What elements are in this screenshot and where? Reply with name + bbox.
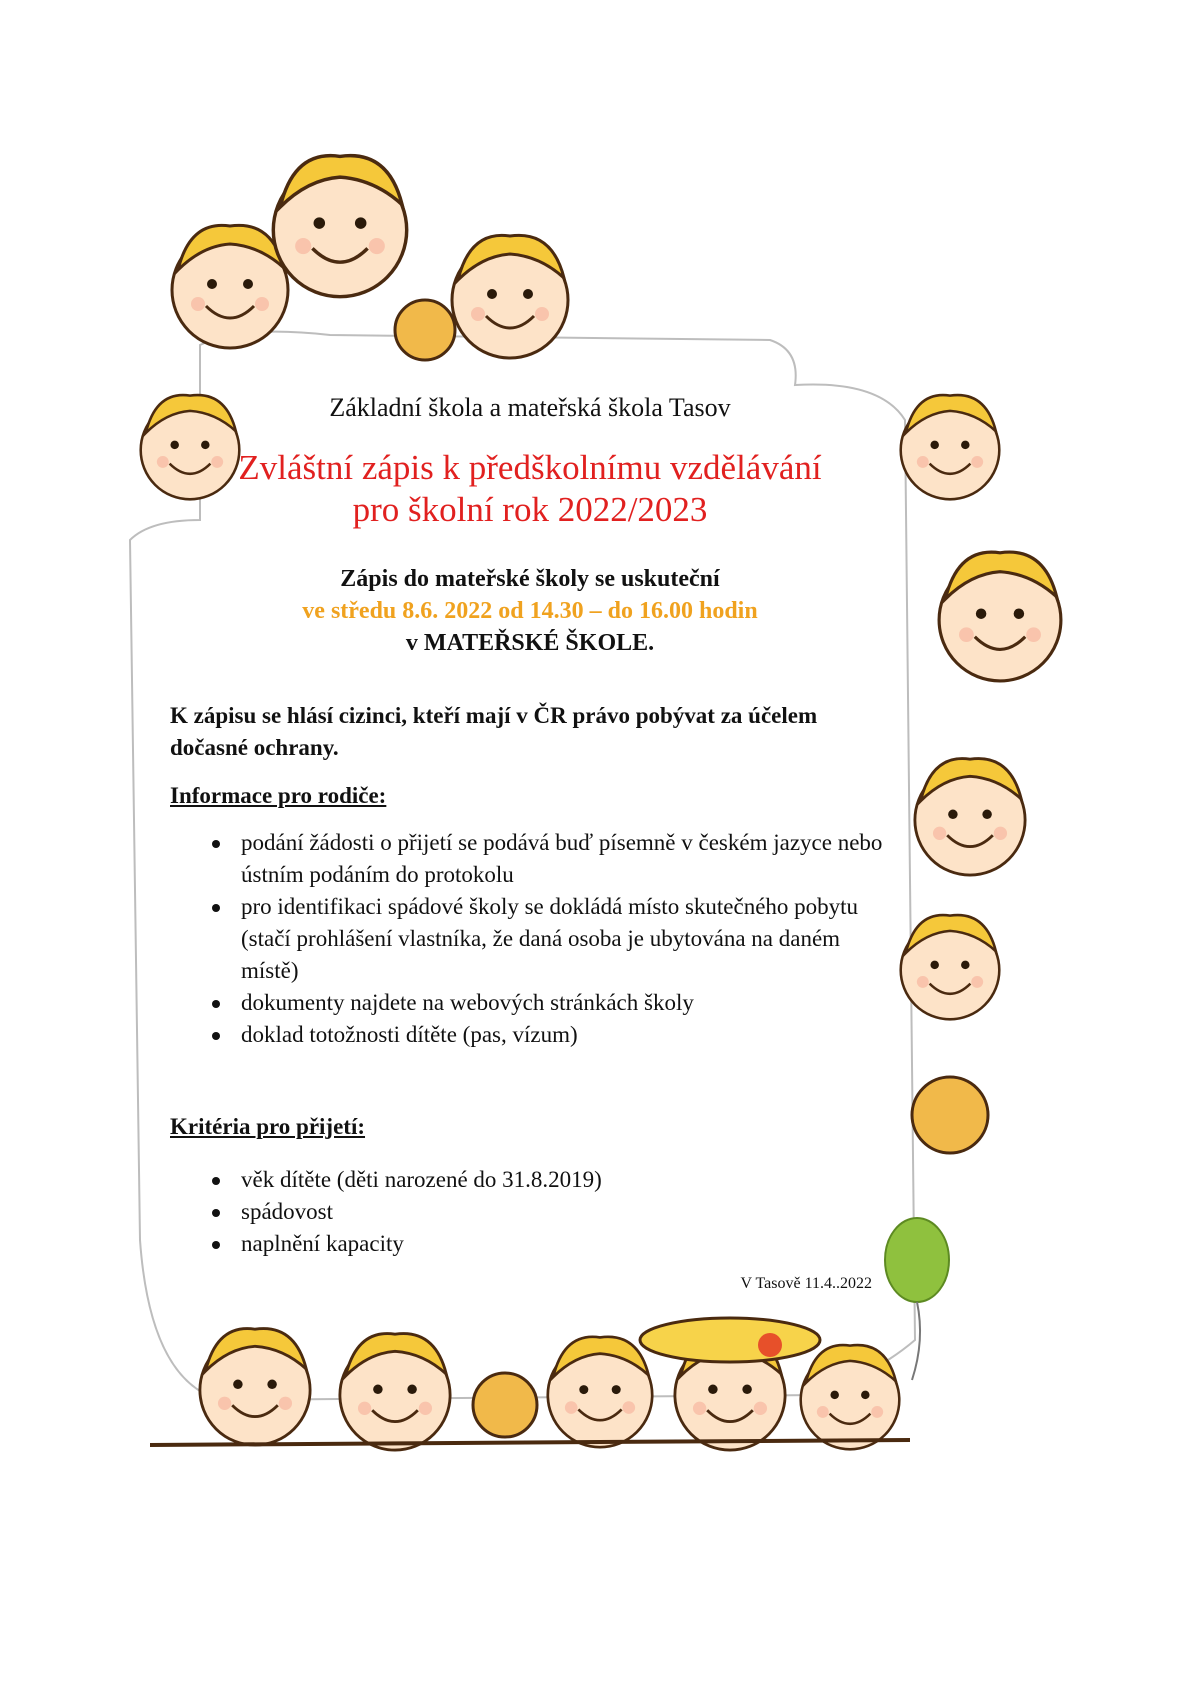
school-name: Základní škola a mateřská škola Tasov: [329, 393, 731, 422]
title-line-1: Zvláštní zápis k předškolnímu vzdělávání: [238, 448, 822, 487]
kid-right-1: [901, 395, 1000, 499]
kid-top-center: [273, 156, 406, 297]
kid-right-3: [915, 759, 1025, 876]
bullet-icon: [212, 904, 220, 912]
kid-bottom-4: [801, 1345, 900, 1449]
list-item: podání žádosti o přijetí se podává buď písemně v českém jazyce nebo ústním podáním do protokolu: [206, 827, 886, 891]
list-item: spádovost: [206, 1196, 886, 1228]
list-item: naplnění kapacity: [206, 1228, 886, 1260]
criteria-heading: Kritéria pro přijetí:: [170, 1114, 366, 1139]
list-item: věk dítěte (děti narozené do 31.8.2019): [206, 1164, 886, 1196]
kid-right-4: [901, 915, 1000, 1019]
kid-bottom-3: [548, 1337, 652, 1447]
notice-text: K zápisu se hlásí cizinci, kteří mají v ČR právo pobývat za účelem dočasné ochrany.: [170, 703, 818, 760]
list-item: doklad totožnosti dítěte (pas, vízum): [206, 1019, 886, 1051]
teddy-bear-right: [912, 1077, 988, 1153]
page-title: [150, 447, 910, 531]
kid-top-right: [452, 235, 568, 358]
parents-info-heading: Informace pro rodiče:: [170, 783, 387, 808]
enrollment-location: v MATEŘSKÉ ŠKOLE.: [405, 630, 655, 656]
bullet-icon: [212, 1209, 220, 1217]
bullet-icon: [212, 1241, 220, 1249]
bullet-icon: [212, 1177, 220, 1185]
kid-right-2: [939, 552, 1061, 681]
kid-top-left: [172, 225, 288, 348]
title-line-2: pro školní rok 2022/2023: [352, 490, 708, 529]
bullet-icon: [212, 1032, 220, 1040]
parents-info-list: [206, 827, 886, 1051]
criteria-list: [206, 1164, 886, 1260]
enrollment-line-1: Zápis do mateřské školy se uskuteční: [340, 566, 720, 592]
list-item: pro identifikaci spádové školy se dokládá místo skutečného pobytu (stačí prohlášení vlastníka, že daná osoba je ubytována na daném místě): [206, 891, 886, 987]
bullet-icon: [212, 1000, 220, 1008]
date-signature: V Tasově 11.4..2022: [740, 1275, 872, 1292]
enrollment-date: ve středu 8.6. 2022 od 14.30 – do 16.00 hodin: [302, 598, 758, 624]
kid-bottom-2: [340, 1334, 450, 1451]
kitten-bottom: [473, 1373, 537, 1437]
teddy-bear-top: [395, 300, 455, 360]
list-item: dokumenty najdete na webových stránkách školy: [206, 987, 886, 1019]
kid-bottom-1: [200, 1329, 310, 1446]
bullet-icon: [212, 840, 220, 848]
